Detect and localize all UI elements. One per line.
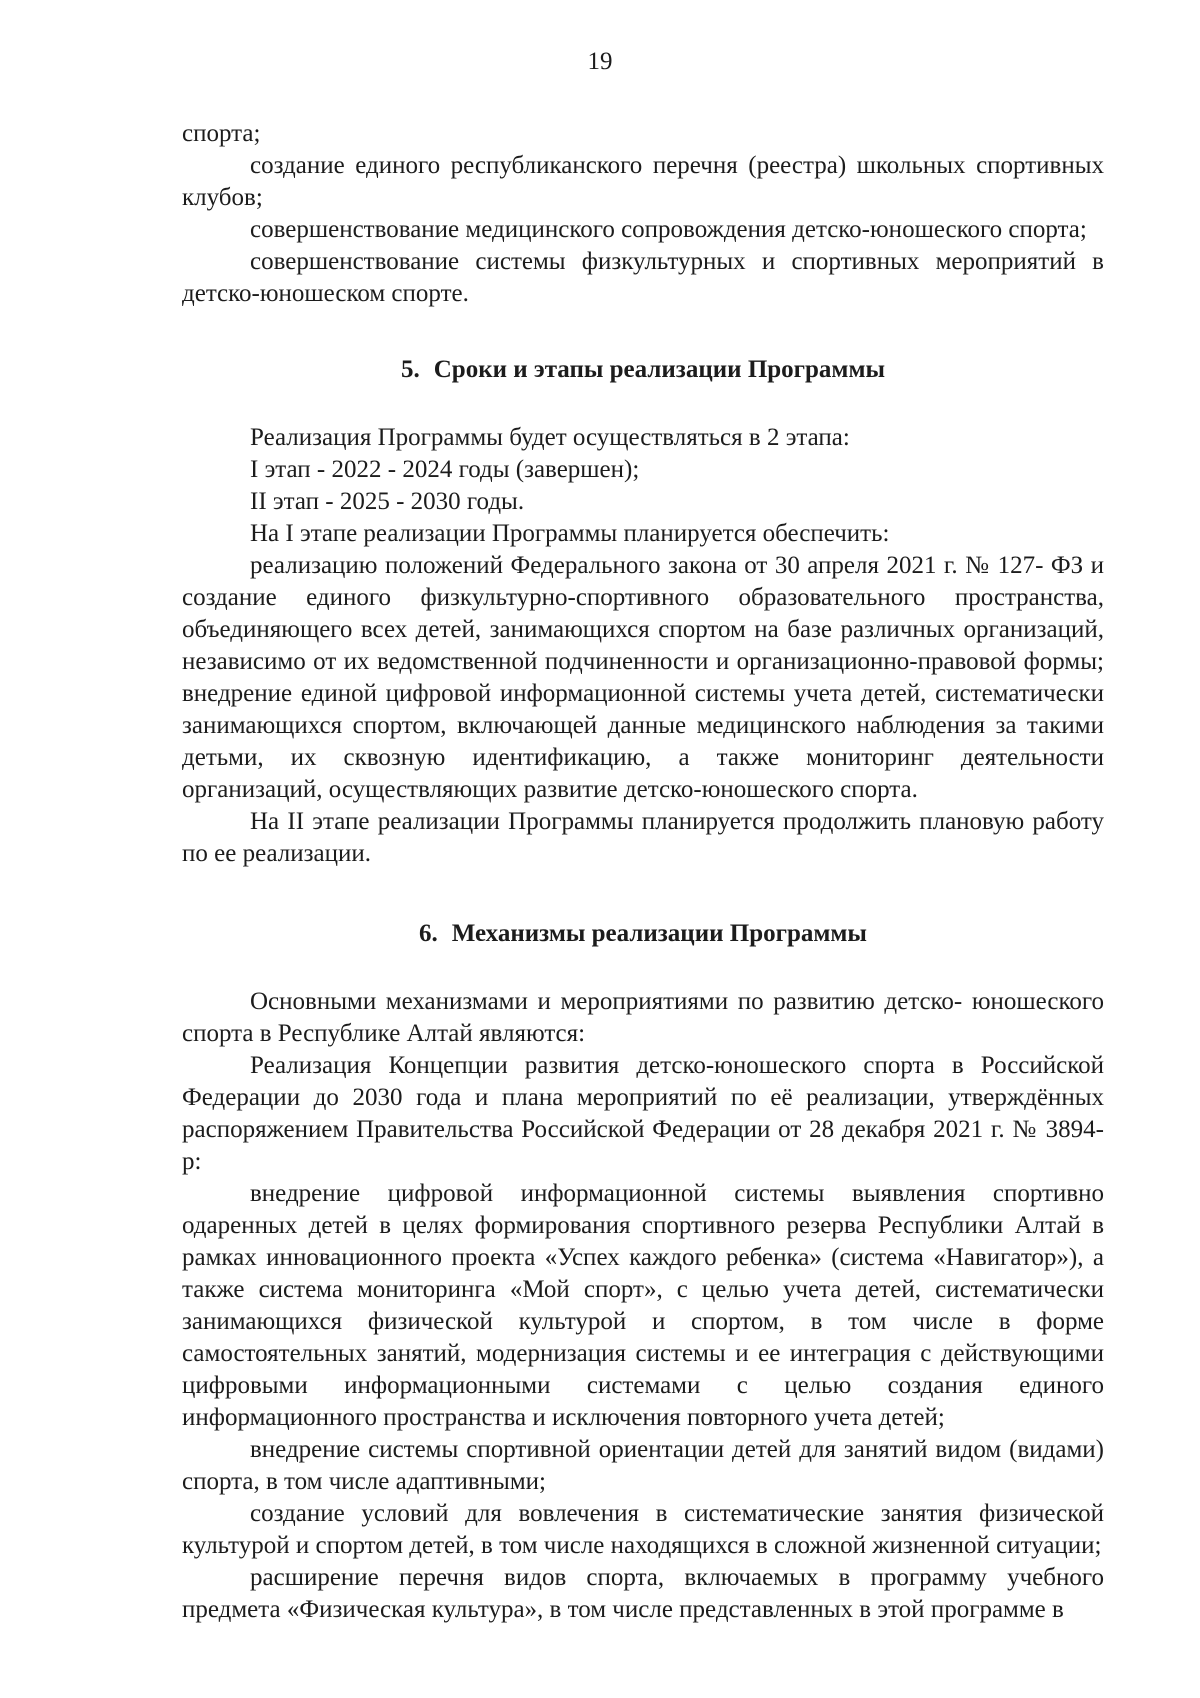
paragraph: I этап - 2022 - 2024 годы (завершен); <box>250 456 640 483</box>
section-title: Механизмы реализации Программы <box>451 920 867 947</box>
section-title: Сроки и этапы реализации Программы <box>433 356 885 383</box>
page-number: 19 <box>587 48 613 75</box>
paragraph: создание единого республиканского перечня (реестра) школьных спортивных клубов; <box>182 152 1104 211</box>
section-number: 5. <box>401 356 420 383</box>
paragraph: совершенствование системы физкультурных и спортивных мероприятий в детско-юношеском спорте. <box>182 248 1104 307</box>
paragraph: На I этапе реализации Программы планируется обеспечить: <box>250 520 890 547</box>
paragraph: внедрение системы спортивной ориентации детей для занятий видом (видами) спорта, в том числе адаптивными; <box>182 1436 1104 1495</box>
section-number: 6. <box>419 920 438 947</box>
paragraph: спорта; <box>182 120 261 147</box>
paragraph: На II этапе реализации Программы планируется продолжить плановую работу по ее реализации. <box>182 808 1104 867</box>
section-5-heading <box>182 354 1104 386</box>
paragraph: Основными механизмами и мероприятиями по развитию детско- юношеского спорта в Республике Алтай являются: <box>182 988 1104 1047</box>
paragraph: Реализация Программы будет осуществляться в 2 этапа: <box>250 424 850 451</box>
section-6-heading <box>182 918 1104 950</box>
paragraph: расширение перечня видов спорта, включаемых в программу учебного предмета «Физическая культура», в том числе представленных в этой программе в <box>182 1564 1104 1623</box>
page-content <box>182 118 1104 1626</box>
paragraph: создание условий для вовлечения в систематические занятия физической культурой и спортом детей, в том числе находящихся в сложной жизненной ситуации; <box>182 1500 1104 1559</box>
paragraph: внедрение цифровой информационной системы выявления спортивно одаренных детей в целях формирования спортивного резерва Республики Алтай в рамках инновационного проекта «Успех каждого ребенка» (система «Навигатор»), а также система мониторинга «Мой спорт», с целью учета детей, систематически занимающихся физической культурой и спортом, в том числе в форме самостоятельных занятий, модернизация системы и ее интеграция с действующими цифровыми информационными системами с целью создания единого информационного пространства и исключения повторного учета детей; <box>182 1180 1104 1431</box>
paragraph: совершенствование медицинского сопровождения детско-юношеского спорта; <box>250 216 1087 243</box>
paragraph: II этап - 2025 - 2030 годы. <box>250 488 525 515</box>
paragraph: реализацию положений Федерального закона от 30 апреля 2021 г. № 127- ФЗ и создание единого физкультурно-спортивного образовательного пространства, объединяющего всех детей, занимающихся спортом на базе различных организаций, независимо от их ведомственной подчиненности и организационно-правовой формы; внедрение единой цифровой информационной системы учета детей, систематически занимающихся спортом, включающей данные медицинского наблюдения за такими детьми, их сквозную идентификацию, а также мониторинг деятельности организаций, осуществляющих развитие детско-юношеского спорта. <box>182 552 1104 803</box>
paragraph: Реализация Концепции развития детско-юношеского спорта в Российской Федерации до 2030 года и плана мероприятий по её реализации, утверждённых распоряжением Правительства Российской Федерации от 28 декабря 2021 г. № 3894-р: <box>182 1052 1104 1175</box>
